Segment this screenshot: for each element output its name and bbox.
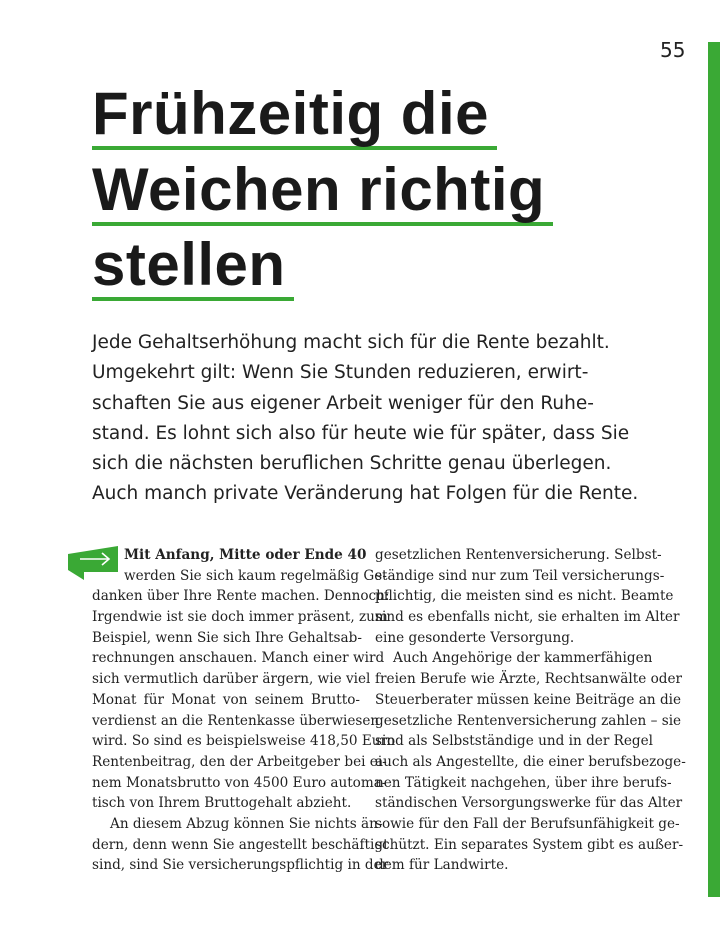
title-line-3: stellen	[92, 235, 294, 301]
body-line: schützt. Ein separates System gibt es außer-	[375, 836, 684, 853]
body-line: tisch von Ihrem Bruttogehalt abzieht.	[92, 795, 352, 812]
body-line: nem Monatsbrutto von 4500 Euro automa-	[92, 774, 387, 791]
body-line: danken über Ihre Rente machen. Dennoch:	[92, 588, 390, 605]
page-number: 55	[660, 38, 686, 62]
intro-line: Umgekehrt gilt: Wenn Sie Stunden reduzieren, erwirt-	[92, 362, 589, 384]
body-line: sich vermutlich darüber ärgern, wie viel	[92, 671, 371, 688]
body-line: dem für Landwirte.	[375, 857, 509, 874]
body-line: ständige sind nur zum Teil versicherungs-	[375, 567, 665, 584]
body-line: auch als Angestellte, die einer berufsbezoge-	[375, 753, 686, 770]
green-side-bar	[708, 42, 720, 897]
body-line: rechnungen anschauen. Manch einer wird	[92, 650, 385, 667]
body-line: verdienst an die Rentenkasse überwiesen	[92, 712, 380, 729]
body-line: wird. So sind es beispielsweise 418,50 Euro	[92, 733, 396, 750]
left-column	[92, 545, 396, 876]
body-line: sind, sind Sie versicherungspflichtig in der	[92, 857, 389, 874]
intro-line: stand. Es lohnt sich also für heute wie für später, dass Sie	[92, 422, 630, 444]
right-column	[375, 545, 686, 876]
body-line: Beispiel, wenn Sie sich Ihre Gehaltsab-	[92, 629, 362, 646]
body-line: ständischen Versorgungswerke für das Alter	[375, 795, 683, 812]
body-line: sind es ebenfalls nicht, sie erhalten im Alter	[375, 609, 680, 626]
body-line: An diesem Abzug können Sie nichts än-	[110, 815, 383, 832]
intro-line: sich die nächsten beruflichen Schritte genau überlegen.	[92, 453, 612, 475]
body-line: sind als Selbstständige und in der Regel	[375, 733, 654, 750]
intro-line: Jede Gehaltserhöhung macht sich für die Rente bezahlt.	[92, 332, 610, 353]
body-line: Irgendwie ist sie doch immer präsent, zum	[92, 609, 388, 626]
body-line: werden Sie sich kaum regelmäßig Ge-	[124, 567, 387, 584]
body-line: nen Tätigkeit nachgehen, über ihre berufs-	[375, 774, 672, 791]
body-line: gesetzlichen Rentenversicherung. Selbst-	[375, 547, 662, 563]
body-line: pflichtig, die meisten sind es nicht. Beamte	[375, 588, 674, 605]
body-line: Monat für Monat von seinem Brutto-	[92, 691, 360, 708]
body-line: Steuerberater müssen keine Beiträge an die	[375, 691, 682, 708]
intro-line: Auch manch private Veränderung hat Folgen für die Rente.	[92, 483, 639, 505]
body-line: sowie für den Fall der Berufsunfähigkeit ge-	[375, 815, 680, 832]
intro-line: schaften Sie aus eigener Arbeit weniger für den Ruhe-	[92, 392, 594, 414]
body-line: eine gesonderte Versorgung.	[375, 629, 575, 646]
intro-paragraph	[92, 328, 652, 510]
lead-in-bold: Mit Anfang, Mitte oder Ende 40	[124, 547, 367, 563]
title-line-1: Frühzeitig die	[92, 84, 497, 150]
body-line: Rentenbeitrag, den der Arbeitgeber bei ei-	[92, 753, 387, 770]
body-line: gesetzliche Rentenversicherung zahlen – sie	[375, 712, 682, 729]
body-line: dern, denn wenn Sie angestellt beschäftigt	[92, 836, 389, 853]
body-line: Auch Angehörige der kammerfähigen	[393, 650, 653, 667]
title-line-2: Weichen richtig	[92, 160, 553, 226]
body-line: freien Berufe wie Ärzte, Rechtsanwälte oder	[375, 671, 682, 688]
